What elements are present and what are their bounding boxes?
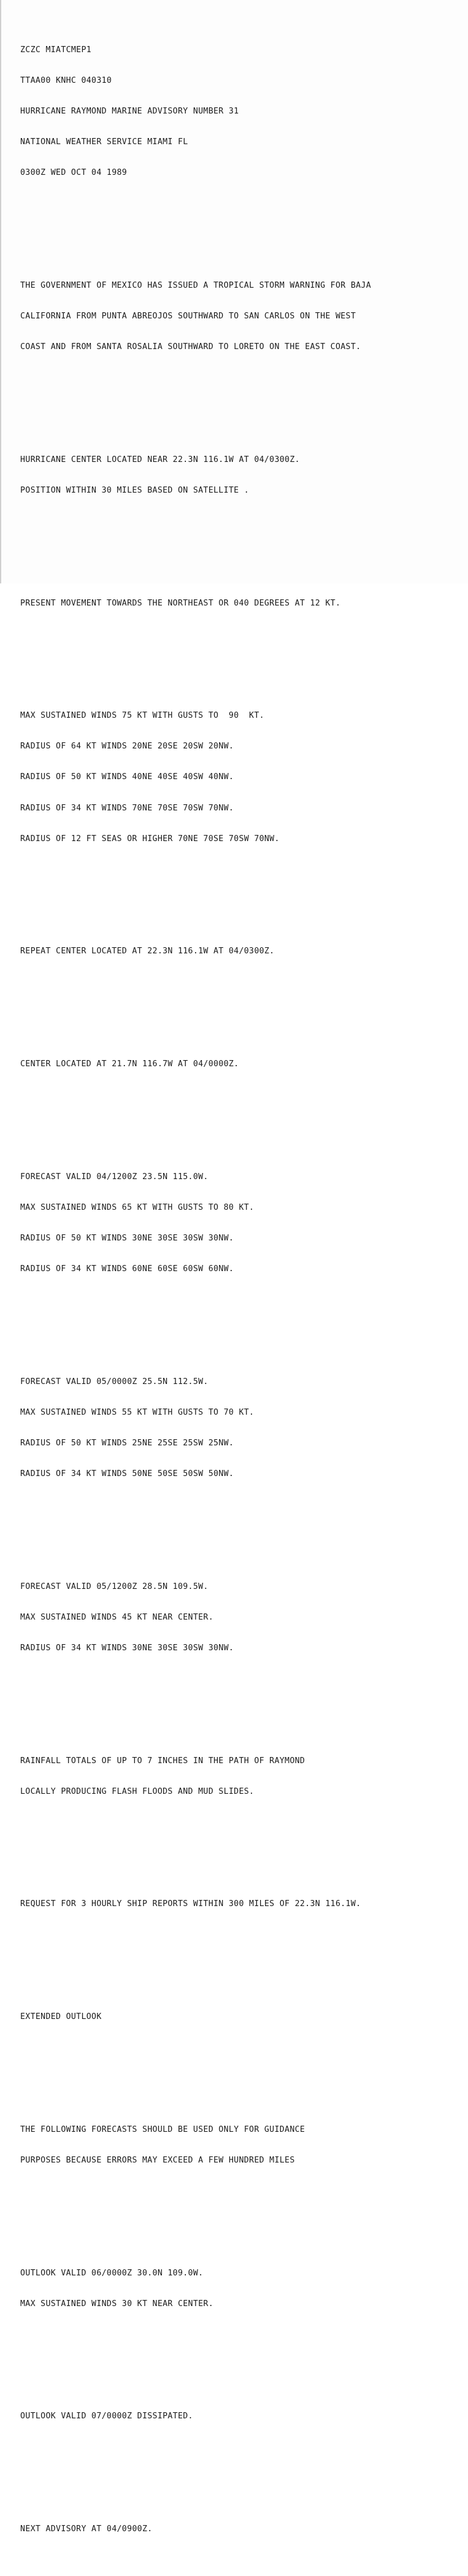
spacer xyxy=(20,1838,465,1848)
spacer xyxy=(20,394,465,404)
text-line: RADIUS OF 50 KT WINDS 40NE 40SE 40SW 40NW. xyxy=(20,772,234,782)
spacer xyxy=(20,1951,465,1961)
forecast-paragraph-2 xyxy=(20,1356,465,1500)
next-advisory xyxy=(20,2504,465,2556)
spacer xyxy=(20,537,465,547)
text-line: CENTER LOCATED AT 21.7N 116.7W AT 04/0000Z. xyxy=(20,1059,239,1069)
header-block xyxy=(20,25,465,199)
spacer xyxy=(20,2350,465,2361)
text-line: MAX SUSTAINED WINDS 75 KT WITH GUSTS TO 90 KT. xyxy=(20,711,264,721)
spacer xyxy=(20,220,465,230)
winds-paragraph xyxy=(20,691,465,865)
spacer xyxy=(20,1316,465,1326)
text-line: RAINFALL TOTALS OF UP TO 7 INCHES IN THE PATH OF RAYMOND xyxy=(20,1756,305,1766)
spacer xyxy=(20,1694,465,1705)
text-line: COAST AND FROM SANTA ROSALIA SOUTHWARD TO LORETO ON THE EAST COAST. xyxy=(20,342,361,352)
warning-paragraph xyxy=(20,260,465,373)
forecast-paragraph-3 xyxy=(20,1561,465,1674)
text-line: RADIUS OF 34 KT WINDS 30NE 30SE 30SW 30NW. xyxy=(20,1643,234,1653)
spacer xyxy=(20,650,465,660)
text-line: RADIUS OF 12 FT SEAS OR HIGHER 70NE 70SE 70SW 70NW. xyxy=(20,834,280,844)
text-line: MAX SUSTAINED WINDS 65 KT WITH GUSTS TO 80 KT. xyxy=(20,1202,255,1212)
text-line: RADIUS OF 34 KT WINDS 60NE 60SE 60SW 60NW. xyxy=(20,1264,234,1274)
guidance-paragraph xyxy=(20,2104,465,2186)
text-line: MAX SUSTAINED WINDS 55 KT WITH GUSTS TO 70 KT. xyxy=(20,1407,255,1417)
prior-center-paragraph xyxy=(20,1039,465,1091)
text-line: NEXT ADVISORY AT 04/0900Z. xyxy=(20,2524,153,2534)
bulletin-id: ZCZC MIATCMEP1 xyxy=(20,45,92,55)
text-line: REQUEST FOR 3 HOURLY SHIP REPORTS WITHIN 300 MILES OF 22.3N 116.1W. xyxy=(20,1899,361,1909)
text-line: MAX SUSTAINED WINDS 30 KT NEAR CENTER. xyxy=(20,2299,214,2309)
advisory-title: HURRICANE RAYMOND MARINE ADVISORY NUMBER 31 xyxy=(20,107,239,116)
text-line: OUTLOOK VALID 07/0000Z DISSIPATED. xyxy=(20,2412,193,2421)
spacer xyxy=(20,1111,465,1121)
spacer xyxy=(20,1521,465,1531)
spacer xyxy=(20,2064,465,2074)
ship-report-request xyxy=(20,1879,465,1931)
text-line: FORECAST VALID 04/1200Z 23.5N 115.0W. xyxy=(20,1172,209,1182)
wmo-header: TTAA00 KNHC 040310 xyxy=(20,75,112,85)
outlook-paragraph-1 xyxy=(20,2248,465,2330)
forecast-paragraph-1 xyxy=(20,1152,465,1295)
text-line: POSITION WITHIN 30 MILES BASED ON SATELLITE . xyxy=(20,485,250,495)
spacer xyxy=(20,885,465,896)
outlook-paragraph-2 xyxy=(20,2391,465,2443)
text-line: FORECAST VALID 05/1200Z 28.5N 109.5W. xyxy=(20,1582,209,1591)
text-line: RADIUS OF 34 KT WINDS 70NE 70SE 70SW 70NW. xyxy=(20,803,234,813)
text-line: RADIUS OF 64 KT WINDS 20NE 20SE 20SW 20NW. xyxy=(20,742,234,752)
spacer xyxy=(20,998,465,1009)
text-line: THE FOLLOWING FORECASTS SHOULD BE USED ONLY FOR GUIDANCE xyxy=(20,2124,305,2134)
rainfall-paragraph xyxy=(20,1736,465,1818)
text-line: RADIUS OF 50 KT WINDS 25NE 25SE 25SW 25NW. xyxy=(20,1438,234,1448)
issuing-office: NATIONAL WEATHER SERVICE MIAMI FL xyxy=(20,137,188,147)
spacer xyxy=(20,2207,465,2217)
spacer xyxy=(20,2463,465,2474)
section-heading: EXTENDED OUTLOOK xyxy=(20,2012,102,2022)
text-line: MAX SUSTAINED WINDS 45 KT NEAR CENTER. xyxy=(20,1612,214,1622)
text-line: THE GOVERNMENT OF MEXICO HAS ISSUED A TROPICAL STORM WARNING FOR BAJA xyxy=(20,280,371,290)
advisory-text xyxy=(20,4,465,2576)
text-line: PURPOSES BECAUSE ERRORS MAY EXCEED A FEW HUNDRED MILES xyxy=(20,2155,295,2165)
text-line: FORECAST VALID 05/0000Z 25.5N 112.5W. xyxy=(20,1377,209,1386)
text-line: HURRICANE CENTER LOCATED NEAR 22.3N 116.1W AT 04/0300Z. xyxy=(20,455,300,464)
extended-outlook-heading xyxy=(20,1992,465,2043)
text-line: LOCALLY PRODUCING FLASH FLOODS AND MUD SLIDES. xyxy=(20,1786,255,1796)
text-line: OUTLOOK VALID 06/0000Z 30.0N 109.0W. xyxy=(20,2268,204,2278)
movement-paragraph xyxy=(20,578,465,629)
issue-time: 0300Z WED OCT 04 1989 xyxy=(20,168,128,178)
text-line: PRESENT MOVEMENT TOWARDS THE NORTHEAST OR 040 DEGREES AT 12 KT. xyxy=(20,598,341,608)
center-paragraph xyxy=(20,434,465,517)
repeat-center-paragraph xyxy=(20,926,465,978)
text-line: RADIUS OF 34 KT WINDS 50NE 50SE 50SW 50NW. xyxy=(20,1469,234,1479)
text-line: REPEAT CENTER LOCATED AT 22.3N 116.1W AT 04/0300Z. xyxy=(20,947,275,956)
text-line: CALIFORNIA FROM PUNTA ABREOJOS SOUTHWARD TO SAN CARLOS ON THE WEST xyxy=(20,311,356,321)
text-line: RADIUS OF 50 KT WINDS 30NE 30SE 30SW 30NW. xyxy=(20,1233,234,1243)
